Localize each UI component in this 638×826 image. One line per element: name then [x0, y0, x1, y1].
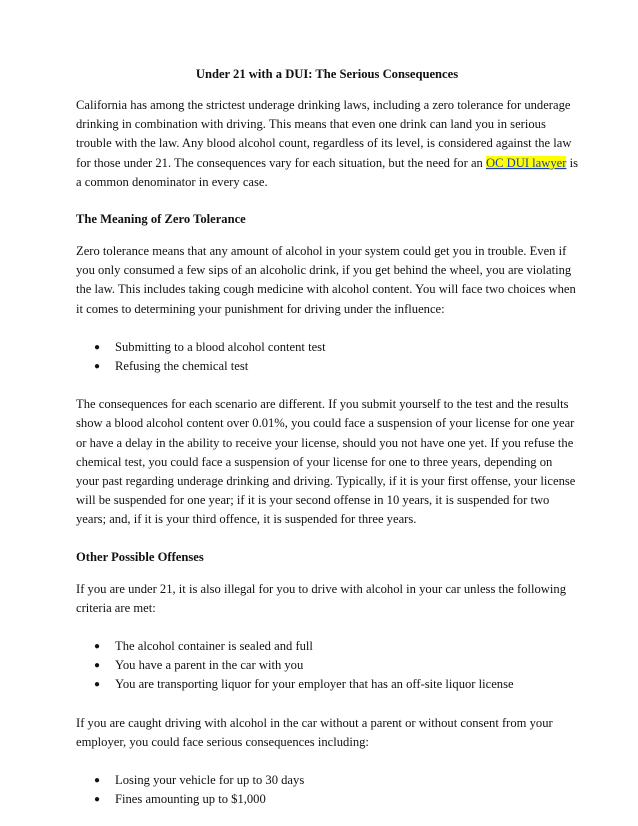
intro-text-before: California has among the strictest underage drinking laws, including a zero tolerance for underage drinking in combination with driving. This means that even one drink can land you in serious trouble with the law. Any blood alcohol count, regardless of its level, is considered against the law for those under 21. The consequences vary for each situation, but the need for an	[76, 98, 572, 170]
list-item: ● You are transporting liquor for your employer that has an off-site liquor license	[76, 675, 578, 694]
zero-tolerance-paragraph: Zero tolerance means that any amount of alcohol in your system could get you in trouble. Even if you only consumed a few sips of an alcoholic drink, if you get behind the wheel, you are violating the law. This includes taking cough medicine with alcohol content. You will face two choices when it comes to determining your punishment for driving under the influence:	[76, 244, 576, 316]
section-heading-other-offenses: Other Possible Offenses	[76, 549, 204, 564]
section-heading-zero-tolerance: The Meaning of Zero Tolerance	[76, 212, 246, 227]
bullet-icon: ●	[94, 794, 101, 806]
bullet-icon: ●	[94, 660, 101, 672]
list-item: ● Losing your vehicle for up to 30 days	[76, 771, 578, 790]
list-item: ● Submitting to a blood alcohol content test	[76, 338, 578, 357]
bullet-icon: ●	[94, 679, 101, 691]
bullet-icon: ●	[94, 641, 101, 653]
document-title: Under 21 with a DUI: The Serious Consequences	[195, 67, 459, 81]
list-item: ● Refusing the chemical test	[76, 357, 578, 376]
criteria-list	[76, 637, 578, 695]
list-item: ● The alcohol container is sealed and full	[76, 637, 578, 656]
bullet-icon: ●	[94, 775, 101, 787]
bullet-icon: ●	[94, 361, 101, 373]
penalties-list	[76, 771, 578, 809]
oc-dui-lawyer-link[interactable]: OC DUI lawyer	[485, 155, 567, 170]
choices-list	[76, 338, 578, 376]
consequences-paragraph: The consequences for each scenario are different. If you submit yourself to the test and the results show a blood alcohol content over 0.01%, you could face a suspension of your license for one year or have a delay in the ability to receive your license, should you not have one yet. If you refuse the chemical test, you could face a suspension of your license for one to three years, depending on your past regarding underage drinking and driving. Typically, if it is your first offense, your license will be suspended for one year; if it is your second offense in 10 years, it is suspended for two years; and, if it is your third offence, it is suspended for three years.	[76, 397, 576, 527]
caught-driving-paragraph: If you are caught driving with alcohol in the car without a parent or without consent from your employer, you could face serious consequences including:	[76, 715, 553, 749]
list-item: ● Fines amounting up to $1,000	[76, 790, 578, 809]
intro-text-after: is a common denominator in every case.	[76, 155, 578, 189]
bullet-icon: ●	[94, 341, 101, 353]
intro-paragraph	[76, 96, 578, 192]
list-item: ● You have a parent in the car with you	[76, 656, 578, 675]
other-offenses-paragraph: If you are under 21, it is also illegal for you to drive with alcohol in your car unless the following criteria are met:	[76, 581, 566, 615]
